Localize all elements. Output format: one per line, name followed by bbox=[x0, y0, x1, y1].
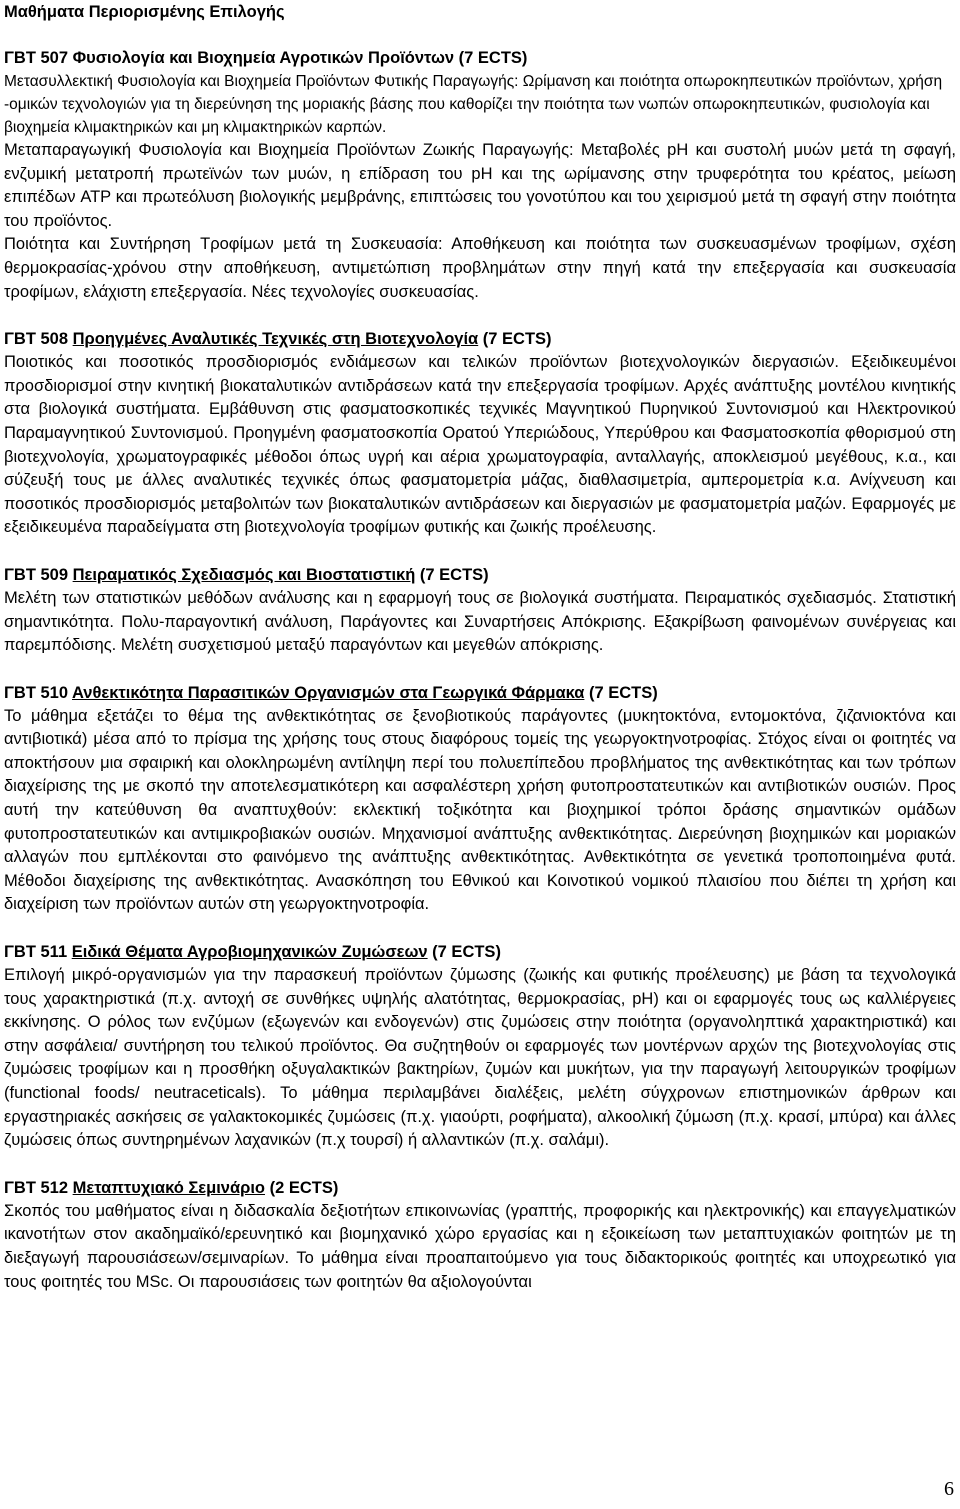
course-code: ΓΒΤ 509 bbox=[4, 565, 73, 584]
course-name: Ειδικά Θέματα Αγροβιομηχανικών Ζυμώσεων bbox=[71, 943, 428, 962]
course-paragraph: Μελέτη των στατιστικών μεθόδων ανάλυσης και η εφαρμογή τους σε βιολογικά συστήματα. Πειραματικός σχεδιασμός. Στατιστική σημαντικότητα. Πολυ-παραγοντική ανάλυση, Παράγοντες και Συναρτήσεις Απόκρισης. Εξακρίβωση φαινομένων συνέργειας και παρεμπόδισης. Μελέτη συσχετισμού μεταξύ παραγόντων και μεγεθών απόκρισης. bbox=[4, 588, 956, 655]
course-name: Προηγμένες Αναλυτικές Τεχνικές στη Βιοτεχνολογία bbox=[72, 330, 479, 349]
course-name: Πειραματικός Σχεδιασμός και Βιοστατιστική bbox=[72, 565, 416, 584]
course-credits: (7 ECTS) bbox=[415, 565, 489, 584]
course-gbt-507 bbox=[4, 46, 956, 304]
course-credits: (7 ECTS) bbox=[478, 330, 552, 349]
course-gbt-511 bbox=[4, 940, 956, 1153]
course-title bbox=[4, 1176, 956, 1200]
course-name: Μεταπτυχιακό Σεμινάριο bbox=[72, 1178, 265, 1197]
course-title bbox=[4, 940, 956, 964]
course-code: ΓΒΤ 511 bbox=[4, 943, 72, 962]
course-title bbox=[4, 681, 956, 705]
course-code: ΓΒΤ 510 bbox=[4, 683, 72, 702]
course-credits: (2 ECTS) bbox=[265, 1178, 339, 1197]
course-paragraph: Ποιοτικός και ποσοτικός προσδιορισμός ενδιάμεσων και τελικών προϊόντων βιοτεχνολογικών διεργασιών. Εξειδικευμένοι προσδιορισμοί στην κινητική βιοκαταλυτικών αντιδράσεων κατά την επεξεργασία τροφίμων. Αρχές ανάπτυξης μοντέλου κινητικής στα βιολογικά συστήματα. Εμβάθυνση στις φασματοσκοπικές τεχνικές Μαγνητικού Πυρηνικού Συντονισμού και Ηλεκτρονικού Παραμαγνητικού Συντονισμού. Προηγμένη φασματοσκοπία Ορατού Υπεριώδους, Υπερύθρου και Φασματοσκοπία φθορισμού στη βιοτεχνολογία, χρωματογραφικές μέθοδοι όπως υγρή και αέρια χρωματογραφία, ανταλλαγής, αποκλεισμού μεγέθους, κ.α., και σύζευξή τους με άλλες αναλυτικές τεχνικές όπως φασματομετρία μάζας, διαθλασιμετρία, αμπερομετρία κ.α. Ανίχνευση και ποσοτικός προσδιορισμός μεταβολιτών των βιοκαταλυτικών αντιδράσεων και διεργασιών με φασματομετρία μαζών. Εφαρμογές με εξειδικευμένα παραδείγματα στη βιοτεχνολογία τροφίμων φυτικής και ζωικής προέλευσης. bbox=[4, 353, 956, 537]
course-name: Ανθεκτικότητα Παρασιτικών Οργανισμών στα Γεωργικά Φάρμακα bbox=[72, 683, 585, 702]
course-paragraph: Μετασυλλεκτική Φυσιολογία και Βιοχημεία Προϊόντων Φυτικής Παραγωγής: Ωρίμανση και ποιότητα οπωροκηπευτικών προϊόντων, χρήση -ομικών τεχνολογιών για τη διερεύνηση της μοριακής βάσης που καθορίζει την ποιότητα των νωπών οπωροκηπευτικών, φυσιολογία και βιοχημεία κλιμακτηρικών και μη κλιμακτηρικών καρπών. bbox=[4, 73, 943, 136]
page-number: 6 bbox=[944, 1478, 954, 1500]
course-paragraph: Ποιότητα και Συντήρηση Τροφίμων μετά τη Συσκευασία: Αποθήκευση και ποιότητα των συσκευασμένων τροφίμων, σχέση θερμοκρασίας-χρόνου στην αποθήκευση, αντιμετώπιση προβλημάτων στην πηγή κατά την επεξεργασία και συσκευασία τροφίμων, ελάχιστη επεξεργασία. Νέες τεχνολογίες συσκευασίας. bbox=[4, 235, 956, 301]
course-gbt-512 bbox=[4, 1176, 956, 1294]
course-gbt-510 bbox=[4, 681, 956, 917]
course-title bbox=[4, 563, 956, 587]
course-paragraph: Σκοπός του μαθήματος είναι η διδασκαλία δεξιοτήτων επικοινωνίας (γραπτής, προφορικής και ηλεκτρονικής) και επαγγελματικών ικανοτήτων στον ακαδημαϊκό/ερευνητικό και βιομηχανικό χώρο εργασίας και η εξοικείωση των μεταπτυχιακών φοιτητών με τη διεξαγωγή παρουσιάσεων/σεμιναρίων. Το μάθημα είναι προαπαιτούμενο για τους διδακτορικούς φοιτητές και υποχρεωτικό για τους φοιτητές του MSc. Οι παρουσιάσεις των φοιτητών θα αξιολογούνται bbox=[4, 1201, 956, 1291]
course-paragraph: Το μάθημα εξετάζει το θέμα της ανθεκτικότητας σε ξενοβιοτικούς παράγοντες (μυκητοκτόνα, εντομοκτόνα, ζιζανιοκτόνα και αντιβιοτικά) μέσα από το πρίσμα της χρήσης τους στους διαφόρους τομείς της γεωργοκτηνοτροφίας. Στόχος είναι οι φοιτητές να αποκτήσουν μια σφαιρική και ολοκληρωμένη αντίληψη περί του πολυεπίπεδου προβλήματος της ανθεκτικότητας και των τρόπων διαχείρισης της με σκοπό την αποτελεσματικότερη και ασφαλέστερη χρήση φυτοπροστατευτικών και αντιβιοτικών ουσιών. Προς αυτή την κατεύθυνση θα αναπτυχθούν: εκλεκτική τοξικότητα και βιοχημικοί τρόποι δράσης σημαντικών ομάδων φυτοπροστατευτικών και αντιμικροβιακών ουσιών. Μηχανισμοί ανάπτυξης ανθεκτικότητας. Διερεύνηση βιοχημικών και μοριακών αλλαγών που εμπλέκονται στο φαινόμενο της ανάπτυξης ανθεκτικότητας. Ανθεκτικότητα σε γενετικά τροποποιημένα φυτά. Μέθοδοι διαχείρισης της ανθεκτικότητας. Ανασκόπηση του Εθνικού και Κοινοτικού νομικού πλαισίου που διέπει τη χρήση και διαχείριση των προϊόντων αυτών στη γεωργοκτηνοτροφία. bbox=[4, 706, 956, 914]
course-code: ΓΒΤ 508 bbox=[4, 330, 73, 349]
document-page bbox=[4, 0, 956, 1317]
course-gbt-509 bbox=[4, 563, 956, 658]
course-credits: (7 ECTS) bbox=[427, 943, 501, 962]
page-title: Μαθήματα Περιορισμένης Επιλογής bbox=[4, 3, 285, 21]
course-title bbox=[4, 327, 956, 351]
course-gbt-508 bbox=[4, 327, 956, 540]
course-credits: (7 ECTS) bbox=[584, 683, 658, 702]
course-paragraph: Επιλογή μικρό-οργανισμών για την παρασκευή προϊόντων ζύμωσης (ζωικής και φυτικής προέλευσης) με βάση τα τεχνολογικά τους χαρακτηριστικά (π.χ. αντοχή σε συνθήκες υψηλής αλατότητας, θερμοκρασίας, pH) και οι εφαρμογές τους ως καλλιέργειες εκκίνησης. Ο ρόλος των ενζύμων (εξωγενών και ενδογενών) στις ζυμώσεις στην ποιότητα (οργανοληπτικά χαρακτηριστικά) και στην ασφάλεια/ συντήρηση του τελικού προϊόντος. Θα συζητηθούν οι εφαρμογές των μοντέρνων αρχών της βιοτεχνολογίας στις ζυμώσεις τροφίμων και η προσθήκη οξυγαλακτικών βακτηρίων, ζυμών και μυκήτων, για την παραγωγή λειτουργικών τροφίμων (functional foods/ neutraceticals). Το μάθημα περιλαμβάνει διαλέξεις, μελέτη σύγχρονων επιστημονικών άρθρων και εργαστηριακές ασκήσεις σε γαλακτοκομικές ζυμώσεις (π.χ. γιαούρτι, ροφήματα), αλκοολική ζύμωση (π.χ. κρασί, μπύρα) και άλλες ζυμώσεις όπως συντηρημένων λαχανικών (π.χ τουρσί) ή αλλαντικών (π.χ. σαλάμι). bbox=[4, 966, 956, 1150]
course-code: ΓΒΤ 512 bbox=[4, 1178, 73, 1197]
course-title: ΓΒΤ 507 Φυσιολογία και Βιοχημεία Αγροτικών Προϊόντων (7 ECTS) bbox=[4, 49, 528, 67]
course-paragraph: Μεταπαραγωγική Φυσιολογία και Βιοχημεία Προϊόντων Ζωικής Παραγωγής: Μεταβολές pH και συστολή μυών μετά τη σφαγή, ενζυμική μετατροπή πρωτεϊνών των μυών, η επίδραση του pH και της ωρίμανσης στην τρυφερότητα του κρέατος, μείωση επιπέδων ATP και πρωτεόλυση βιολογικής μεμβράνης, επιπτώσεις του γονοτύπου και του χειρισμού μετά τη σφαγή στην ποιότητα του προϊόντος. bbox=[4, 141, 956, 230]
